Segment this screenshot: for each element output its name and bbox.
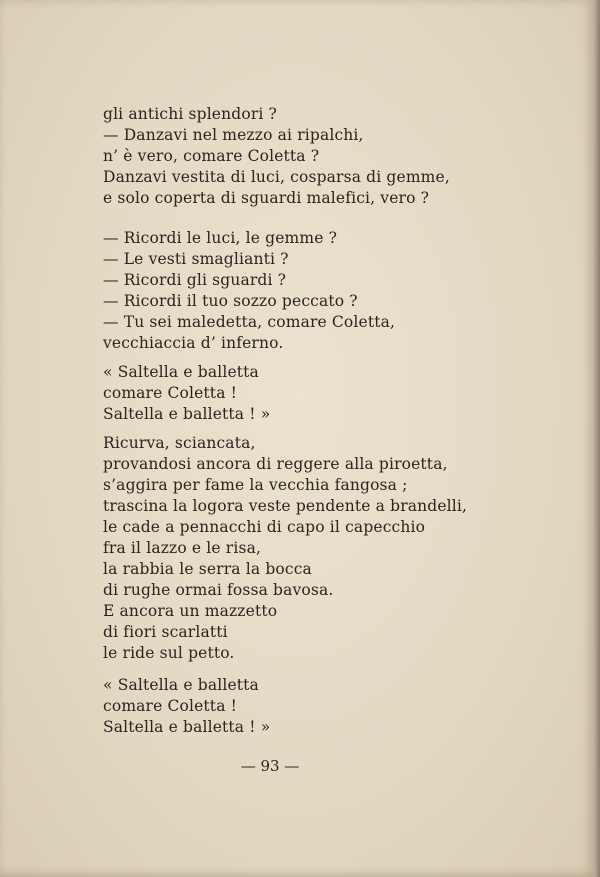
verse-line: « Saltella e balletta xyxy=(103,363,259,381)
stanza-4 xyxy=(103,433,467,664)
refrain-2 xyxy=(103,675,270,738)
page-number: — 93 — xyxy=(240,757,300,775)
refrain-1 xyxy=(103,362,270,425)
verse-line: comare Coletta ! xyxy=(103,697,238,715)
verse-line: — Ricordi il tuo sozzo peccato ? xyxy=(103,292,358,310)
verse-line: gli antichi splendori ? xyxy=(103,105,278,123)
verse-line: — Le vesti smaglianti ? xyxy=(103,250,289,268)
verse-line: e solo coperta di sguardi malefici, vero ? xyxy=(103,189,430,207)
verse-line: E ancora un mazzetto xyxy=(103,602,278,620)
verse-line: — Tu sei maledetta, comare Coletta, xyxy=(103,313,396,331)
stanza-1 xyxy=(103,104,450,209)
verse-line: vecchiaccia d’ inferno. xyxy=(103,334,284,352)
verse-line: trascina la logora veste pendente a brandelli, xyxy=(103,497,468,515)
verse-line: provandosi ancora di reggere alla piroetta, xyxy=(103,455,448,473)
verse-line: di fiori scarlatti xyxy=(103,623,228,641)
verse-line: le cade a pennacchi di capo il capecchio xyxy=(103,518,426,536)
verse-line: le ride sul petto. xyxy=(103,644,235,662)
verse-line: n’ è vero, comare Coletta ? xyxy=(103,147,320,165)
verse-line: — Ricordi gli sguardi ? xyxy=(103,271,287,289)
verse-line: fra il lazzo e le risa, xyxy=(103,539,262,557)
verse-line: comare Coletta ! xyxy=(103,384,238,402)
verse-line: di rughe ormai fossa bavosa. xyxy=(103,581,334,599)
page-edge xyxy=(594,0,600,877)
verse-line: la rabbia le serra la bocca xyxy=(103,560,312,578)
verse-line: — Danzavi nel mezzo ai ripalchi, xyxy=(103,126,364,144)
verse-line: Saltella e balletta ! » xyxy=(103,405,271,423)
verse-line: Ricurva, sciancata, xyxy=(103,434,256,452)
verse-line: Danzavi vestita di luci, cosparsa di gemme, xyxy=(103,168,450,186)
verse-line: — Ricordi le luci, le gemme ? xyxy=(103,229,338,247)
verse-line: « Saltella e balletta xyxy=(103,676,259,694)
verse-line: Saltella e balletta ! » xyxy=(103,718,271,736)
stanza-2 xyxy=(103,228,395,354)
verse-line: s’aggira per fame la vecchia fangosa ; xyxy=(103,476,408,494)
